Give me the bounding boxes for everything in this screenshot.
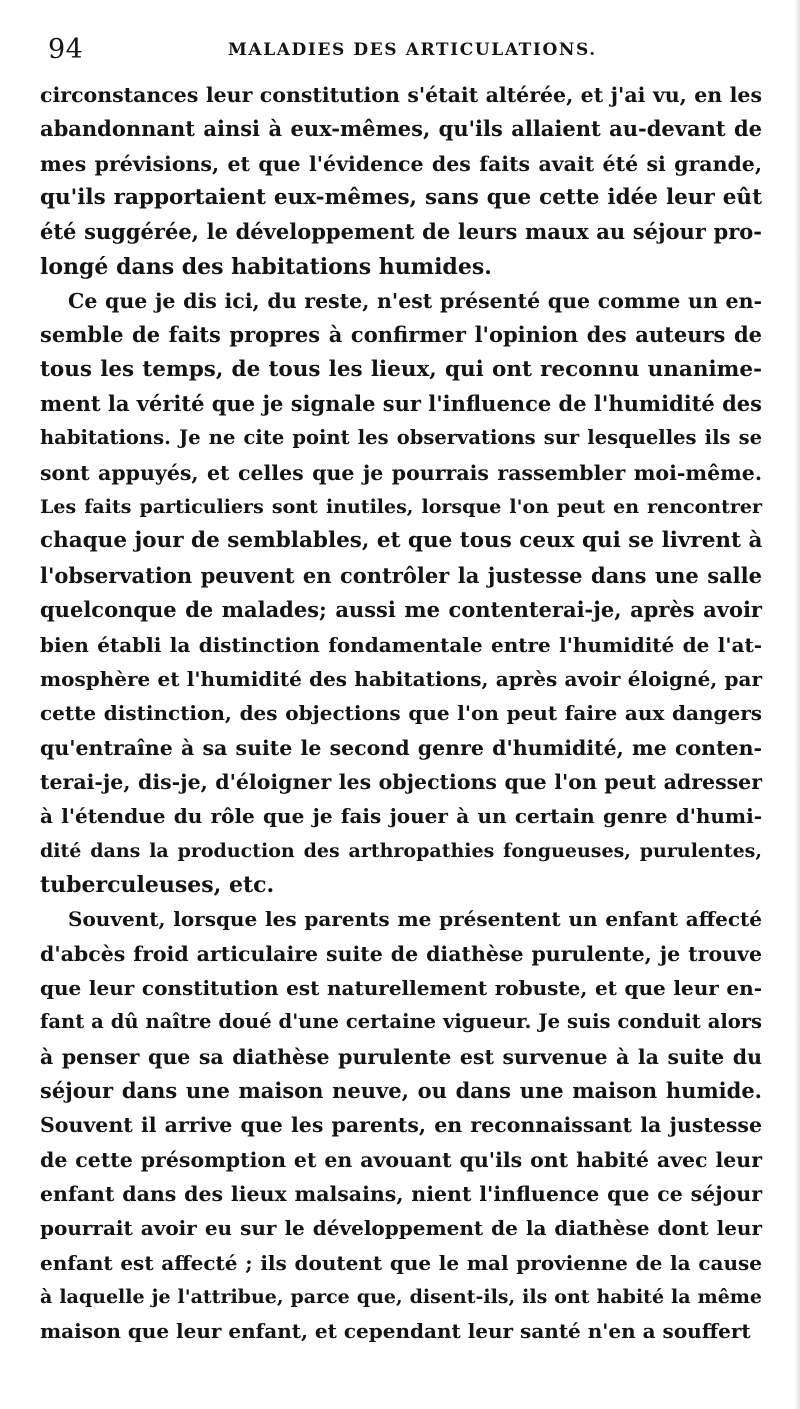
text-line: tuberculeuses, etc.	[40, 871, 275, 898]
text-line: bien établi la distinction fondamentale entre l'humidité de l'at-	[40, 632, 762, 657]
text-line: qu'ils rapportaient eux-mêmes, sans que cette idée leur eût	[40, 185, 762, 211]
text-line: à penser que sa diathèse purulente est survenue à la suite du	[40, 1044, 762, 1069]
text-line: enfant dans des lieux malsains, nient l'influence que ce séjour	[40, 1182, 762, 1206]
text-line: longé dans des habitations humides.	[40, 253, 492, 280]
text-line: enfant est affecté ; ils doutent que le mal provienne de la cause	[40, 1250, 762, 1275]
text-line: Ce que je dis ici, du reste, n'est présenté que comme un en-	[68, 289, 762, 314]
text-line: chaque jour de semblables, et que tous ceux qui se livrent à	[40, 528, 763, 554]
text-line: l'observation peuvent en contrôler la justesse dans une salle	[40, 562, 762, 588]
page-number: 94	[48, 34, 84, 65]
text-line: quelconque de malades; aussi me contenterai-je, après avoir	[40, 597, 762, 623]
text-line: circonstances leur constitution s'était altérée, et j'ai vu, en les	[40, 83, 762, 107]
page-header	[48, 32, 768, 72]
text-line: pourrait avoir eu sur le développement de la diathèse dont leur	[40, 1216, 762, 1241]
paragraph	[40, 902, 762, 1348]
text-line: qu'entraîne à sa suite le second genre d'humidité, me conten-	[40, 735, 762, 760]
text-line: d'abcès froid articulaire suite de diathèse purulente, je trouve	[40, 941, 762, 966]
text-line: à laquelle je l'attribue, parce que, disent-ils, ils ont habité la même	[40, 1286, 762, 1309]
text-line: abandonnant ainsi à eux-mêmes, qu'ils allaient au-devant de	[40, 116, 762, 142]
text-line: fant a dû naître doué d'une certaine vigueur. Je suis conduit alors	[40, 1010, 762, 1034]
text-line: de cette présomption et en avouant qu'ils ont habité avec leur	[40, 1147, 762, 1172]
text-line: habitations. Je ne cite point les observations sur lesquelles ils se	[40, 426, 762, 450]
body-text	[40, 78, 762, 1349]
text-line: à l'étendue du rôle que je fais jouer à un certain genre d'humi-	[40, 804, 762, 829]
paragraph	[40, 78, 762, 284]
text-line: cette distinction, des objections que l'on peut faire aux dangers	[40, 701, 762, 726]
text-line: Souvent, lorsque les parents me présentent un enfant affecté	[68, 907, 762, 932]
text-line: mes prévisions, et que l'évidence des faits avait été si grande,	[40, 151, 762, 176]
text-line: dité dans la production des arthropathies fongueuses, purulentes,	[40, 839, 762, 862]
text-line: mosphère et l'humidité des habitations, après avoir éloigné, par	[40, 666, 762, 691]
text-line: sont appuyés, et celles que je pourrais rassembler moi-même.	[40, 460, 762, 485]
text-line: semble de faits propres à confirmer l'opinion des auteurs de	[40, 322, 762, 348]
running-head: MALADIES DES ARTICULATIONS.	[228, 40, 597, 60]
scan-edge-shadow	[794, 0, 800, 1409]
text-line: été suggérée, le développement de leurs maux au séjour pro-	[40, 219, 762, 245]
text-line: séjour dans une maison neuve, ou dans une maison humide.	[40, 1077, 762, 1103]
text-line: tous les temps, de tous les lieux, qui ont reconnu unanime-	[40, 356, 762, 382]
text-line: que leur constitution est naturellement robuste, et que leur en-	[40, 975, 762, 1000]
paragraph	[40, 284, 762, 902]
text-line: ment la vérité que je signale sur l'influence de l'humidité des	[40, 391, 762, 417]
text-line: Les faits particuliers sont inutiles, lorsque l'on peut en rencontrer	[40, 496, 762, 519]
text-line: maison que leur enfant, et cependant leur santé n'en a souffert	[40, 1319, 751, 1344]
text-line: Souvent il arrive que les parents, en reconnaissant la justesse	[40, 1113, 762, 1138]
text-line: terai-je, dis-je, d'éloigner les objections que l'on peut adresser	[40, 769, 762, 794]
